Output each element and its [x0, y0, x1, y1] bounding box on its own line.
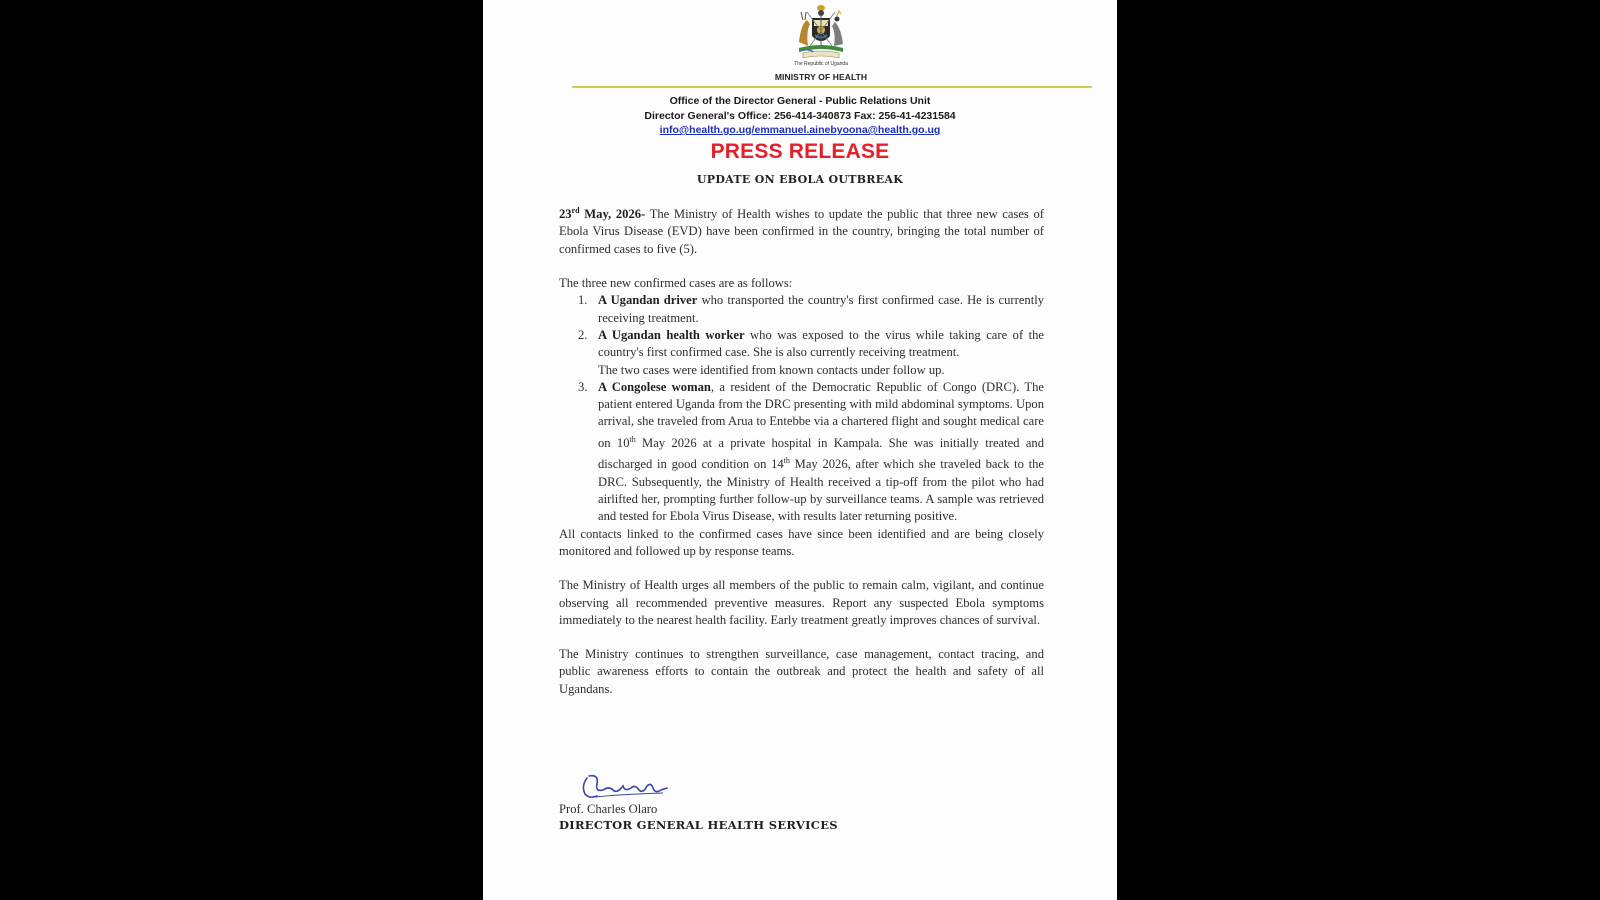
- contacts-paragraph: All contacts linked to the confirmed cases have since been identified and are being closely monitored and followed up by response teams.: [559, 526, 1044, 558]
- list-item: 3. A Congolese woman, a resident of the Democratic Republic of Congo (DRC). The patient entered Uganda from the DRC presenting with mild abdominal symptoms. Upon arrival, she traveled from Arua to Entebbe via a chartered flight and sought medical care on 10th May 2026 at a private hospital in Kampala. She was initially treated and discharged in good condition on 14th May 2026, after which she traveled back to the DRC. Subsequently, the Ministry of Health received a tip-off from the pilot who had airlifted her, prompting further follow-up by surveillance teams. A sample was retrieved and tested for Ebola Virus Disease, with results later returning positive.: [578, 379, 1045, 524]
- ministry-label: MINISTRY OF HEALTH: [774, 72, 868, 82]
- release-body: [559, 202, 1044, 698]
- signatory-title: DIRECTOR GENERAL HEALTH SERVICES: [559, 817, 838, 832]
- office-line: Office of the Director General - Public Relations Unit: [669, 95, 931, 107]
- list-item: 2. A Ugandan health worker who was exposed to the virus while taking care of the country's first confirmed case. She is also currently receiving treatment.: [578, 327, 1044, 360]
- intro-paragraph: 23rd May, 2026- The Ministry of Health wishes to update the public that three new cases of Ebola Virus Disease (EVD) have been confirmed in the country, bringing the total number of confirmed cases to five (5).: [559, 206, 1044, 256]
- email-link[interactable]: info@health.go.ug/emmanuel.ainebyoona@health.go.ug: [659, 124, 941, 136]
- signatory-block: [559, 802, 838, 833]
- signatory-name: Prof. Charles Olaro: [559, 802, 658, 816]
- contacts-followup-note: The two cases were identified from known contacts under follow up.: [598, 362, 945, 377]
- office-contact-block: [483, 94, 1117, 138]
- press-release-document: [483, 0, 1117, 900]
- uganda-coat-of-arms-icon: [793, 2, 849, 62]
- strengthen-paragraph: The Ministry continues to strengthen surveillance, case management, contact tracing, and public awareness efforts to contain the outbreak and protect the health and safety of all Ugandans.: [559, 647, 1044, 696]
- cases-lead: The three new confirmed cases are as follows:: [559, 276, 793, 291]
- press-release-heading: PRESS RELEASE: [710, 140, 890, 163]
- cases-list: [559, 292, 1044, 361]
- cases-list-continued: [559, 379, 1044, 526]
- handwritten-signature-icon: [577, 772, 671, 802]
- release-date: 23rd May, 2026-: [559, 206, 646, 222]
- contacts-line: Director General's Office: 256-414-340873 Fax: 256-41-4231584: [644, 109, 956, 122]
- letterhead-divider: [572, 86, 1092, 88]
- urge-paragraph: The Ministry of Health urges all members of the public to remain calm, vigilant, and continue observing all recommended preventive measures. Report any suspected Ebola symptoms immediately to the nearest health facility. Early treatment greatly improves chances of survival.: [559, 578, 1044, 627]
- republic-label: The Republic of Uganda: [794, 61, 848, 67]
- list-item: 1. A Ugandan driver who transported the country's first confirmed case. He is currently receiving treatment.: [578, 293, 1044, 325]
- release-subtitle: UPDATE ON EBOLA OUTBREAK: [696, 173, 904, 186]
